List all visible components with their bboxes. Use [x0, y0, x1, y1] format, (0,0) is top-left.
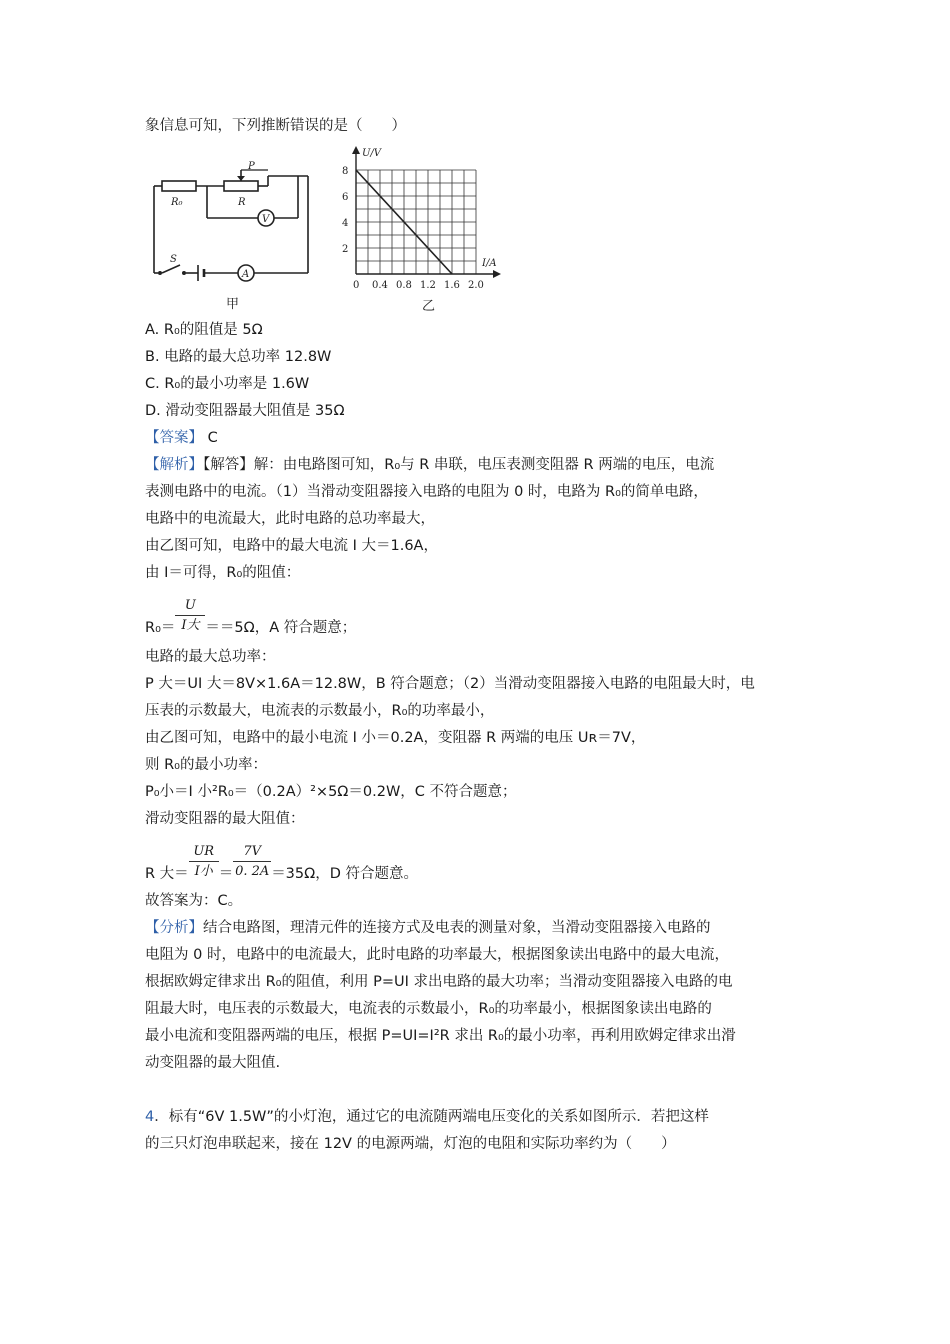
analysis-line-11: 则 R₀的最小功率：	[145, 757, 267, 773]
analysis-line-10: 由乙图可知，电路中的最小电流 I 小＝0.2A，变阻器 R 两端的电压 Uʀ＝7V，	[145, 730, 646, 746]
u-i-graph	[332, 142, 512, 314]
analysis-line-13: 滑动变阻器的最大阻值：	[145, 811, 305, 827]
x-tick-label: 1.2	[420, 280, 436, 291]
fraction-ur-over-i	[189, 844, 219, 884]
rmax-eq-lhs: R 大＝	[145, 866, 189, 882]
v-label: V	[262, 214, 270, 225]
x-tick-label: 0.8	[396, 280, 412, 291]
question-4-text: ．标有“6V 1.5W”的小灯泡，通过它的电流随两端电压变化的关系如图所示．若把这样	[154, 1109, 709, 1125]
analysis-line-1	[145, 455, 714, 475]
x-axis-label: I/A	[482, 258, 497, 269]
fraction-denominator: 0. 2A	[235, 864, 270, 879]
summary-line-5: 最小电流和变阻器两端的电压，根据 P=UI=I²R 求出 R₀的最小功率，再利用欧姆定律求出滑	[145, 1028, 736, 1044]
analysis-line-2: 表测电路中的电流。（1）当滑动变阻器接入电路的电阻为 0 时，电路为 R₀的简单电路，	[145, 484, 708, 500]
option-c: C. R₀的最小功率是 1.6W	[145, 376, 310, 392]
analysis-line-5: 由 I＝可得，R₀的阻值：	[145, 565, 301, 581]
analysis-line-15: 故答案为：C。	[145, 893, 243, 909]
x-tick-label: 1.6	[444, 280, 460, 291]
y-tick-label: 6	[342, 192, 349, 203]
fraction-7v-over-0-2a	[233, 844, 271, 884]
analysis-line-7: 电路的最大总功率：	[145, 649, 276, 665]
fraction-numerator: U	[184, 598, 196, 613]
fraction-denominator: I小	[194, 864, 213, 879]
question-intro: 象信息可知，下列推断错误的是（ ）	[145, 118, 406, 134]
analysis-line-12: P₀小＝I 小²R₀＝（0.2A）²×5Ω＝0.2W，C 不符合题意；	[145, 784, 517, 800]
y-tick-label: 8	[342, 166, 349, 177]
question-number: 4	[145, 1109, 155, 1125]
y-tick-label: 2	[342, 244, 349, 255]
fraction-numerator: UR	[193, 844, 215, 859]
r0-eq-rhs: ＝＝5Ω，A 符合题意；	[205, 620, 357, 636]
p-label: P	[248, 161, 255, 172]
analysis-text: 【解答】解：由电路图可知，R₀与 R 串联，电压表测变阻器 R 两端的电压，电流	[203, 457, 715, 473]
y-axis-label: U/V	[362, 148, 382, 159]
x-tick-label: 0.4	[372, 280, 388, 291]
r0-eq-lhs: R₀＝	[145, 620, 176, 636]
circuit-diagram	[140, 148, 325, 313]
analysis-line-8: P 大＝UI 大＝8V×1.6A＝12.8W，B 符合题意；（2）当滑动变阻器接入电路的电阻最大时，电	[145, 676, 755, 692]
summary-line-6: 动变阻器的最大阻值.	[145, 1055, 281, 1071]
analysis-line-3: 电路中的电流最大，此时电路的总功率最大，	[145, 511, 435, 527]
summary-line-4: 阻最大时，电压表的示数最大，电流表的示数最小，R₀的功率最小，根据图象读出电路的	[145, 1001, 712, 1017]
summary-tag: 【分析】	[145, 920, 203, 936]
option-b: B. 电路的最大总功率 12.8W	[145, 349, 332, 365]
summary-line-2: 电阻为 0 时，电路中的电流最大，此时电路的功率最大，根据图象读出电路中的最大电流，	[145, 947, 729, 963]
r-label: R	[238, 197, 246, 208]
option-a: A. R₀的阻值是 5Ω	[145, 322, 263, 338]
summary-line-3: 根据欧姆定律求出 R₀的阻值，利用 P=UI 求出电路的最大功率；当滑动变阻器接入电路的电	[145, 974, 733, 990]
fraction-u-over-i	[175, 598, 205, 638]
option-d: D. 滑动变阻器最大阻值是 35Ω	[145, 403, 345, 419]
rmax-eq-equals: ＝	[218, 866, 234, 882]
question-4-line-2: 的三只灯泡串联起来，接在 12V 的电源两端，灯泡的电阻和实际功率约为（ ）	[145, 1136, 676, 1152]
r0-label: R₀	[171, 197, 183, 208]
s-label: S	[170, 254, 177, 265]
answer-line	[145, 428, 218, 448]
a-label: A	[242, 269, 250, 280]
x-tick-label: 0	[353, 280, 360, 291]
analysis-line-9: 压表的示数最大，电流表的示数最小，R₀的功率最小，	[145, 703, 495, 719]
fraction-numerator: 7V	[243, 844, 262, 859]
rmax-eq-rhs: ＝35Ω，D 符合题意。	[271, 866, 418, 882]
analysis-tag: 【解析】	[145, 457, 203, 473]
question-4-line-1	[145, 1107, 709, 1127]
fraction-denominator: I大	[181, 618, 200, 633]
x-tick-label: 2.0	[468, 280, 484, 291]
summary-line-1	[145, 918, 711, 938]
y-tick-label: 4	[342, 218, 349, 229]
analysis-line-14	[145, 844, 418, 884]
circuit-caption: 甲	[226, 297, 240, 312]
graph-caption: 乙	[422, 299, 436, 314]
answer-value: C	[207, 430, 218, 446]
analysis-line-4: 由乙图可知，电路中的最大电流 I 大＝1.6A，	[145, 538, 438, 554]
analysis-line-6	[145, 598, 357, 638]
answer-tag: 【答案】	[145, 430, 203, 446]
summary-text: 结合电路图，理清元件的连接方式及电表的测量对象，当滑动变阻器接入电路的	[203, 920, 711, 936]
